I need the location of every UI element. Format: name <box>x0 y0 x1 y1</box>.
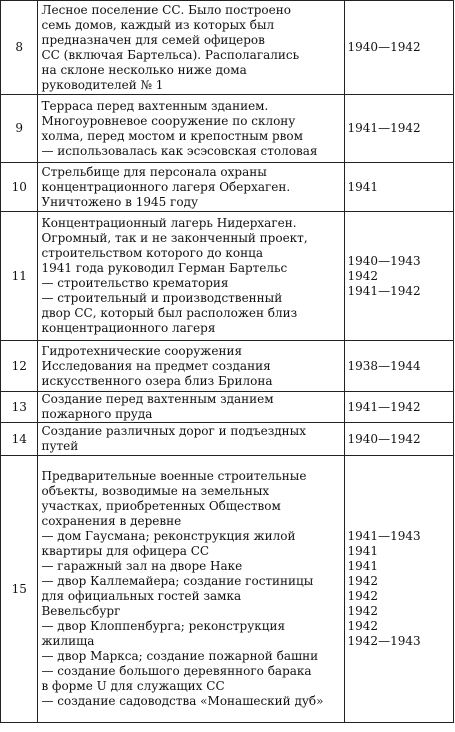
table-row <box>1 456 454 723</box>
description-line: путей <box>41 439 79 453</box>
row-number: 13 <box>1 392 38 423</box>
description-line: концентрационного лагеря Оберхаген. <box>41 179 291 194</box>
description-line: — двор Клоппенбурга; реконструкция <box>41 619 286 633</box>
row-years <box>344 1 453 95</box>
description-line: Исследования на предмет создания <box>41 358 271 373</box>
row-number: 11 <box>1 212 38 341</box>
row-description <box>38 456 344 723</box>
table-row <box>1 341 454 392</box>
year-range: 1942 <box>347 619 379 633</box>
description-line: Вевельсбург <box>41 604 121 618</box>
description-line: в форме U для служащих СС <box>41 679 225 693</box>
description-line: строительством которого до конца <box>41 246 263 260</box>
row-number: 12 <box>1 341 38 392</box>
year-range: 1940—1943 <box>347 253 421 268</box>
year-range: 1941—1942 <box>347 121 421 135</box>
description-line: для официальных гостей замка <box>41 589 242 603</box>
description-line: Терраса перед вахтенным зданием. <box>41 98 269 113</box>
description-line: Многоуровневое сооружение по склону <box>41 113 296 128</box>
description-line: концентрационного лагеря <box>41 321 216 335</box>
row-years <box>344 212 453 341</box>
row-years <box>344 95 453 163</box>
table-row <box>1 423 454 456</box>
description-line: Огромный, так и не законченный проект, <box>41 231 308 245</box>
row-years <box>344 392 453 423</box>
description-line: Гидротехнические сооружения <box>41 343 243 358</box>
description-line: квартиры для офицера СС <box>41 544 210 558</box>
table-row <box>1 212 454 341</box>
row-number: 15 <box>1 456 38 723</box>
row-years <box>344 163 453 212</box>
description-line: — создание большого деревянного барака <box>41 664 312 678</box>
year-range: 1941 <box>347 179 379 194</box>
row-number: 14 <box>1 423 38 456</box>
row-number: 8 <box>1 1 38 95</box>
description-line: объекты, возводимые на земельных <box>41 484 270 498</box>
row-description <box>38 392 344 423</box>
year-range: 1942 <box>347 589 379 603</box>
row-description <box>38 1 344 95</box>
year-range: 1941 <box>347 559 379 573</box>
table-body <box>1 1 454 723</box>
description-line: пожарного пруда <box>41 407 153 421</box>
year-range: 1941 <box>347 544 379 558</box>
year-range: 1941—1942 <box>347 399 421 414</box>
row-years <box>344 341 453 392</box>
year-range: 1940—1942 <box>347 40 421 54</box>
description-line: Концентрационный лагерь Нидерхаген. <box>41 216 297 230</box>
row-years <box>344 456 453 723</box>
row-description <box>38 95 344 163</box>
description-line: СС (включая Бартельса). Располагались <box>41 47 300 62</box>
description-line: Стрельбище для персонала охраны <box>41 164 267 179</box>
year-range: 1940—1942 <box>347 431 421 446</box>
description-line: — дом Гаусмана; реконструкция жилой <box>41 529 296 543</box>
description-line: сохранения в деревне <box>41 514 182 528</box>
year-range: 1942—1943 <box>347 634 421 648</box>
description-line: Лесное поселение СС. Было построено <box>41 2 291 17</box>
description-line: предназначен для семей офицеров <box>41 32 265 47</box>
description-line: холма, перед мостом и крепостным рвом <box>41 128 303 143</box>
table-row <box>1 1 454 95</box>
description-line: двор СС, который был расположен близ <box>41 306 298 320</box>
description-line: — двор Каллемайера; создание гостиницы <box>41 574 314 588</box>
year-range: 1942 <box>347 574 379 588</box>
year-range: 1942 <box>347 268 379 283</box>
description-line: — двор Маркса; создание пожарной башни <box>41 649 319 663</box>
description-line: 1941 года руководил Герман Бартельс <box>41 261 288 275</box>
row-number: 10 <box>1 163 38 212</box>
row-description <box>38 341 344 392</box>
year-range: 1941—1943 <box>347 529 421 543</box>
description-line: жилища <box>41 634 95 648</box>
row-description <box>38 212 344 341</box>
description-line: — строительный и производственный <box>41 291 283 305</box>
description-line: на склоне несколько ниже дома <box>41 62 247 77</box>
row-description <box>38 163 344 212</box>
row-years <box>344 423 453 456</box>
description-line: Предварительные военные строительные <box>41 469 307 483</box>
description-line: семь домов, каждый из которых был <box>41 17 275 32</box>
year-range: 1941—1942 <box>347 283 421 298</box>
description-line: — создание садоводства «Монашеский дуб» <box>41 694 324 708</box>
description-line: Создание различных дорог и подъездных <box>41 424 306 438</box>
row-number: 9 <box>1 95 38 163</box>
description-line: руководителей № 1 <box>41 77 164 92</box>
year-range: 1938—1944 <box>347 358 421 373</box>
table-row <box>1 95 454 163</box>
year-range: 1942 <box>347 604 379 618</box>
table-row <box>1 163 454 212</box>
description-line: — использовалась как эсэсовская столовая <box>41 143 318 158</box>
description-line: искусственного озера близ Брилона <box>41 373 273 388</box>
row-description <box>38 423 344 456</box>
description-line: — строительство крематория <box>41 276 229 290</box>
description-line: Создание перед вахтенным зданием <box>41 392 274 406</box>
description-line: — гаражный зал на дворе Наке <box>41 559 243 573</box>
table-row <box>1 392 454 423</box>
description-line: Уничтожено в 1945 году <box>41 194 199 209</box>
description-line: участках, приобретенных Обществом <box>41 499 281 513</box>
